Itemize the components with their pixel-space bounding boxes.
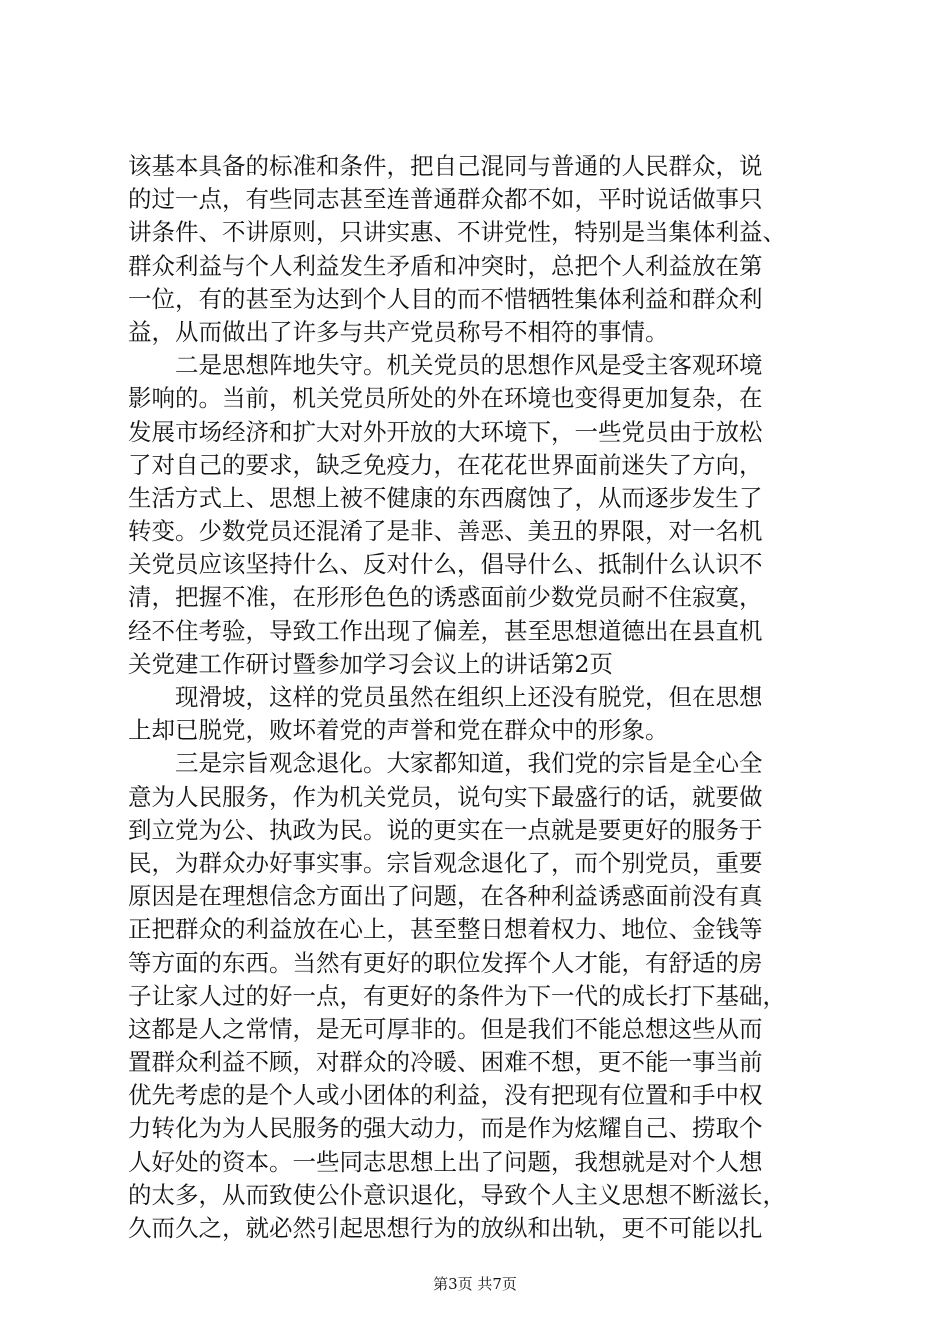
text-line: 影响的。当前，机关党员所处的外在环境也变得更加复杂，在: [128, 384, 763, 413]
text-line: 正把群众的利益放在心上，甚至整日想着权力、地位、金钱等: [128, 915, 763, 944]
text-line: 人好处的资本。一些同志思想上出了问题，我想就是对个人想: [128, 1147, 763, 1176]
text-line: 原因是在理想信念方面出了问题，在各种利益诱惑面前没有真: [128, 882, 763, 911]
text-line: 关党建工作研讨暨参加学习会议上的讲话第2页: [128, 649, 613, 678]
text-line: 益，从而做出了许多与共产党员称号不相符的事情。: [128, 317, 669, 346]
text-line: 经不住考验，导致工作出现了偏差，甚至思想道德出在县直机: [128, 616, 763, 645]
text-line: 的过一点，有些同志甚至连普通群众都不如，平时说话做事只: [128, 185, 763, 214]
page-number-label: 第3页 共7页: [433, 1275, 517, 1293]
text-line: 三是宗旨观念退化。大家都知道，我们党的宗旨是全心全: [128, 749, 763, 778]
body-text: [128, 150, 833, 1245]
text-line: 一位，有的甚至为达到个人目的而不惜牺牲集体利益和群众利: [128, 284, 763, 313]
text-line: 的太多，从而致使公仆意识退化，导致个人主义思想不断滋长，: [128, 1180, 786, 1209]
text-line: 讲条件、不讲原则，只讲实惠、不讲党性，特别是当集体利益、: [128, 218, 786, 247]
text-line: 发展市场经济和扩大对外开放的大环境下，一些党员由于放松: [128, 417, 763, 446]
text-line: 优先考虑的是个人或小团体的利益，没有把现有位置和手中权: [128, 1081, 763, 1110]
text-line: 久而久之，就必然引起思想行为的放纵和出轨，更不可能以扎: [128, 1214, 763, 1242]
text-line: 关党员应该坚持什么、反对什么，倡导什么、抵制什么认识不: [128, 550, 763, 579]
text-line: 置群众利益不顾，对群众的冷暖、困难不想，更不能一事当前: [128, 1048, 763, 1077]
text-line: 子让家人过的好一点，有更好的条件为下一代的成长打下基础，: [128, 981, 786, 1010]
text-line: 到立党为公、执政为民。说的更实在一点就是要更好的服务于: [128, 815, 763, 844]
text-line: 上却已脱党，败坏着党的声誉和党在群众中的形象。: [128, 716, 669, 745]
text-line: 民，为群众办好事实事。宗旨观念退化了，而个别党员，重要: [128, 848, 763, 877]
text-line: 这都是人之常情，是无可厚非的。但是我们不能总想这些从而: [128, 1014, 763, 1043]
text-line: 该基本具备的标准和条件，把自己混同与普通的人民群众，说: [128, 152, 763, 180]
text-line: 转变。少数党员还混淆了是非、善恶、美丑的界限，对一名机: [128, 517, 763, 546]
page-footer: [0, 1274, 950, 1294]
text-line: 二是思想阵地失守。机关党员的思想作风是受主客观环境: [128, 351, 763, 380]
text-line: 群众利益与个人利益发生矛盾和冲突时，总把个人利益放在第: [128, 251, 763, 280]
text-line: 力转化为为人民服务的强大动力，而是作为炫耀自己、捞取个: [128, 1114, 763, 1143]
text-line: 清，把握不准，在形形色色的诱惑面前少数党员耐不住寂寞，: [128, 583, 763, 612]
text-line: 现滑坡，这样的党员虽然在组织上还没有脱党，但在思想: [128, 683, 763, 711]
text-line: 生活方式上、思想上被不健康的东西腐蚀了，从而逐步发生了: [128, 483, 763, 512]
text-line: 意为人民服务，作为机关党员，说句实下最盛行的话，就要做: [128, 782, 763, 811]
text-line: 了对自己的要求，缺乏免疫力，在花花世界面前迷失了方向，: [128, 450, 763, 479]
text-line: 等方面的东西。当然有更好的职位发挥个人才能，有舒适的房: [128, 948, 763, 977]
